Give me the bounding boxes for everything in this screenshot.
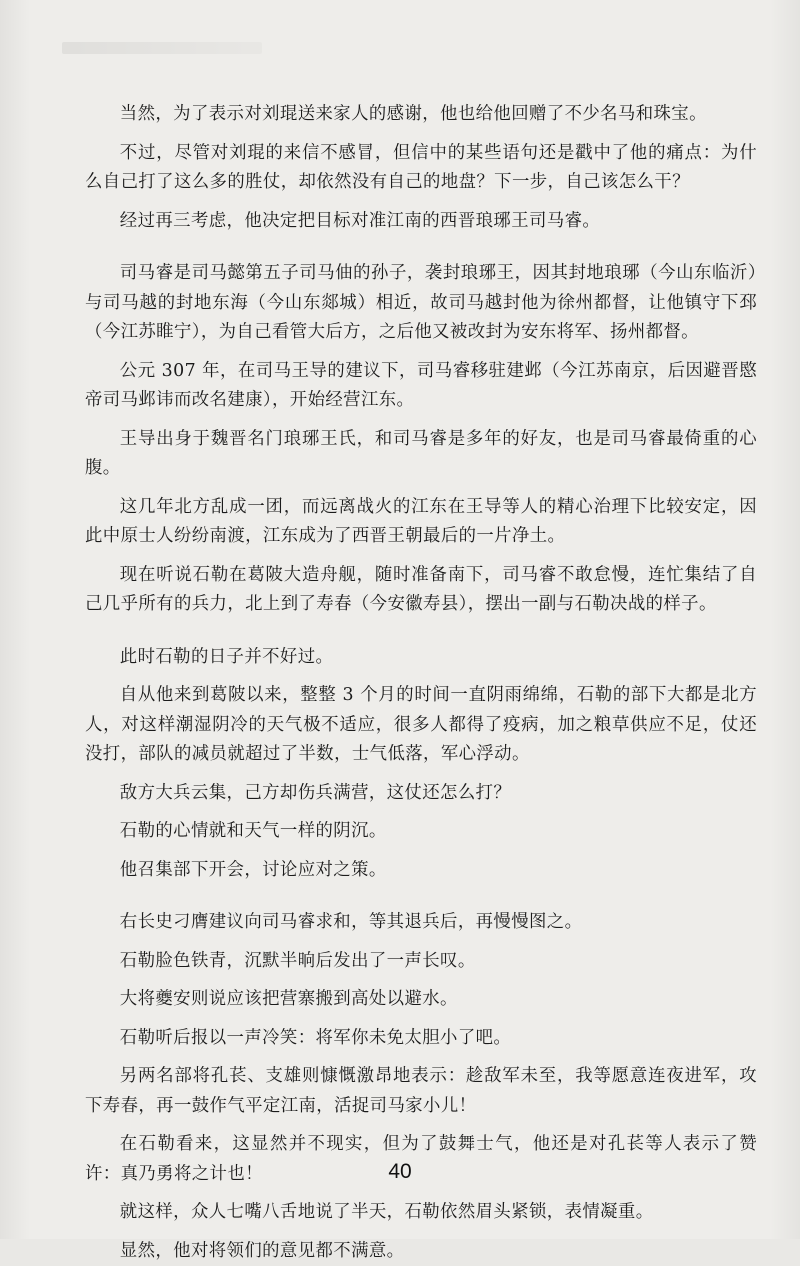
paragraph: 石勒的心情就和天气一样的阴沉。 (85, 817, 757, 847)
paragraph: 石勒听后报以一声冷笑：将军你未免太胆小了吧。 (85, 1024, 757, 1054)
paragraph: 司马睿是司马懿第五子司马伷的孙子，袭封琅琊王，因其封地琅琊（今山东临沂）与司马越的封地东海（今山东郯城）相近，故司马越封他为徐州都督，让他镇守下邳（今江苏睢宁），为自己看管大后方，之后他又被改封为安东将军、扬州都督。 (85, 259, 757, 348)
paragraph: 就这样，众人七嘴八舌地说了半天，石勒依然眉头紧锁，表情凝重。 (85, 1198, 757, 1228)
page-number: 40 (0, 1160, 800, 1184)
paragraph: 公元 307 年，在司马王导的建议下，司马睿移驻建邺（今江苏南京，后因避晋愍帝司马邺讳而改名建康），开始经营江东。 (85, 357, 757, 416)
faded-running-header (62, 42, 262, 54)
paragraph: 大将夔安则说应该把营寨搬到高处以避水。 (85, 985, 757, 1015)
paragraph: 石勒脸色铁青，沉默半晌后发出了一声长叹。 (85, 947, 757, 977)
paragraph: 现在听说石勒在葛陂大造舟舰，随时准备南下，司马睿不敢怠慢，连忙集结了自己几乎所有的兵力，北上到了寿春（今安徽寿县），摆出一副与石勒决战的样子。 (85, 561, 757, 620)
paragraph: 右长史刁膺建议向司马睿求和，等其退兵后，再慢慢图之。 (85, 908, 757, 938)
paragraph: 不过，尽管对刘琨的来信不感冒，但信中的某些语句还是戳中了他的痛点：为什么自己打了这么多的胜仗，却依然没有自己的地盘？下一步，自己该怎么干？ (85, 139, 757, 198)
paragraph: 显然，他对将领们的意见都不满意。 (85, 1237, 757, 1266)
body-text (85, 100, 757, 1266)
paragraph: 当然，为了表示对刘琨送来家人的感谢，他也给他回赠了不少名马和珠宝。 (85, 100, 757, 130)
paragraph: 这几年北方乱成一团，而远离战火的江东在王导等人的精心治理下比较安定，因此中原士人纷纷南渡，江东成为了西晋王朝最后的一片净土。 (85, 493, 757, 552)
paragraph: 在石勒看来，这显然并不现实，但为了鼓舞士气，他还是对孔苌等人表示了赞许：真乃勇将之计也！ (85, 1130, 757, 1189)
paragraph: 此时石勒的日子并不好过。 (85, 643, 757, 673)
paragraph: 另两名部将孔苌、支雄则慷慨激昂地表示：趁敌军未至，我等愿意连夜进军，攻下寿春，再一鼓作气平定江南，活捉司马家小儿！ (85, 1062, 757, 1121)
paragraph: 王导出身于魏晋名门琅琊王氏，和司马睿是多年的好友，也是司马睿最倚重的心腹。 (85, 425, 757, 484)
paragraph: 他召集部下开会，讨论应对之策。 (85, 856, 757, 886)
paragraph: 自从他来到葛陂以来，整整 3 个月的时间一直阴雨绵绵，石勒的部下大都是北方人，对这样潮湿阴冷的天气极不适应，很多人都得了疫病，加之粮草供应不足，仗还没打，部队的减员就超过了半数，士气低落，军心浮动。 (85, 681, 757, 770)
paragraph: 敌方大兵云集，己方却伤兵满营，这仗还怎么打？ (85, 779, 757, 809)
paragraph: 经过再三考虑，他决定把目标对准江南的西晋琅琊王司马睿。 (85, 207, 757, 237)
